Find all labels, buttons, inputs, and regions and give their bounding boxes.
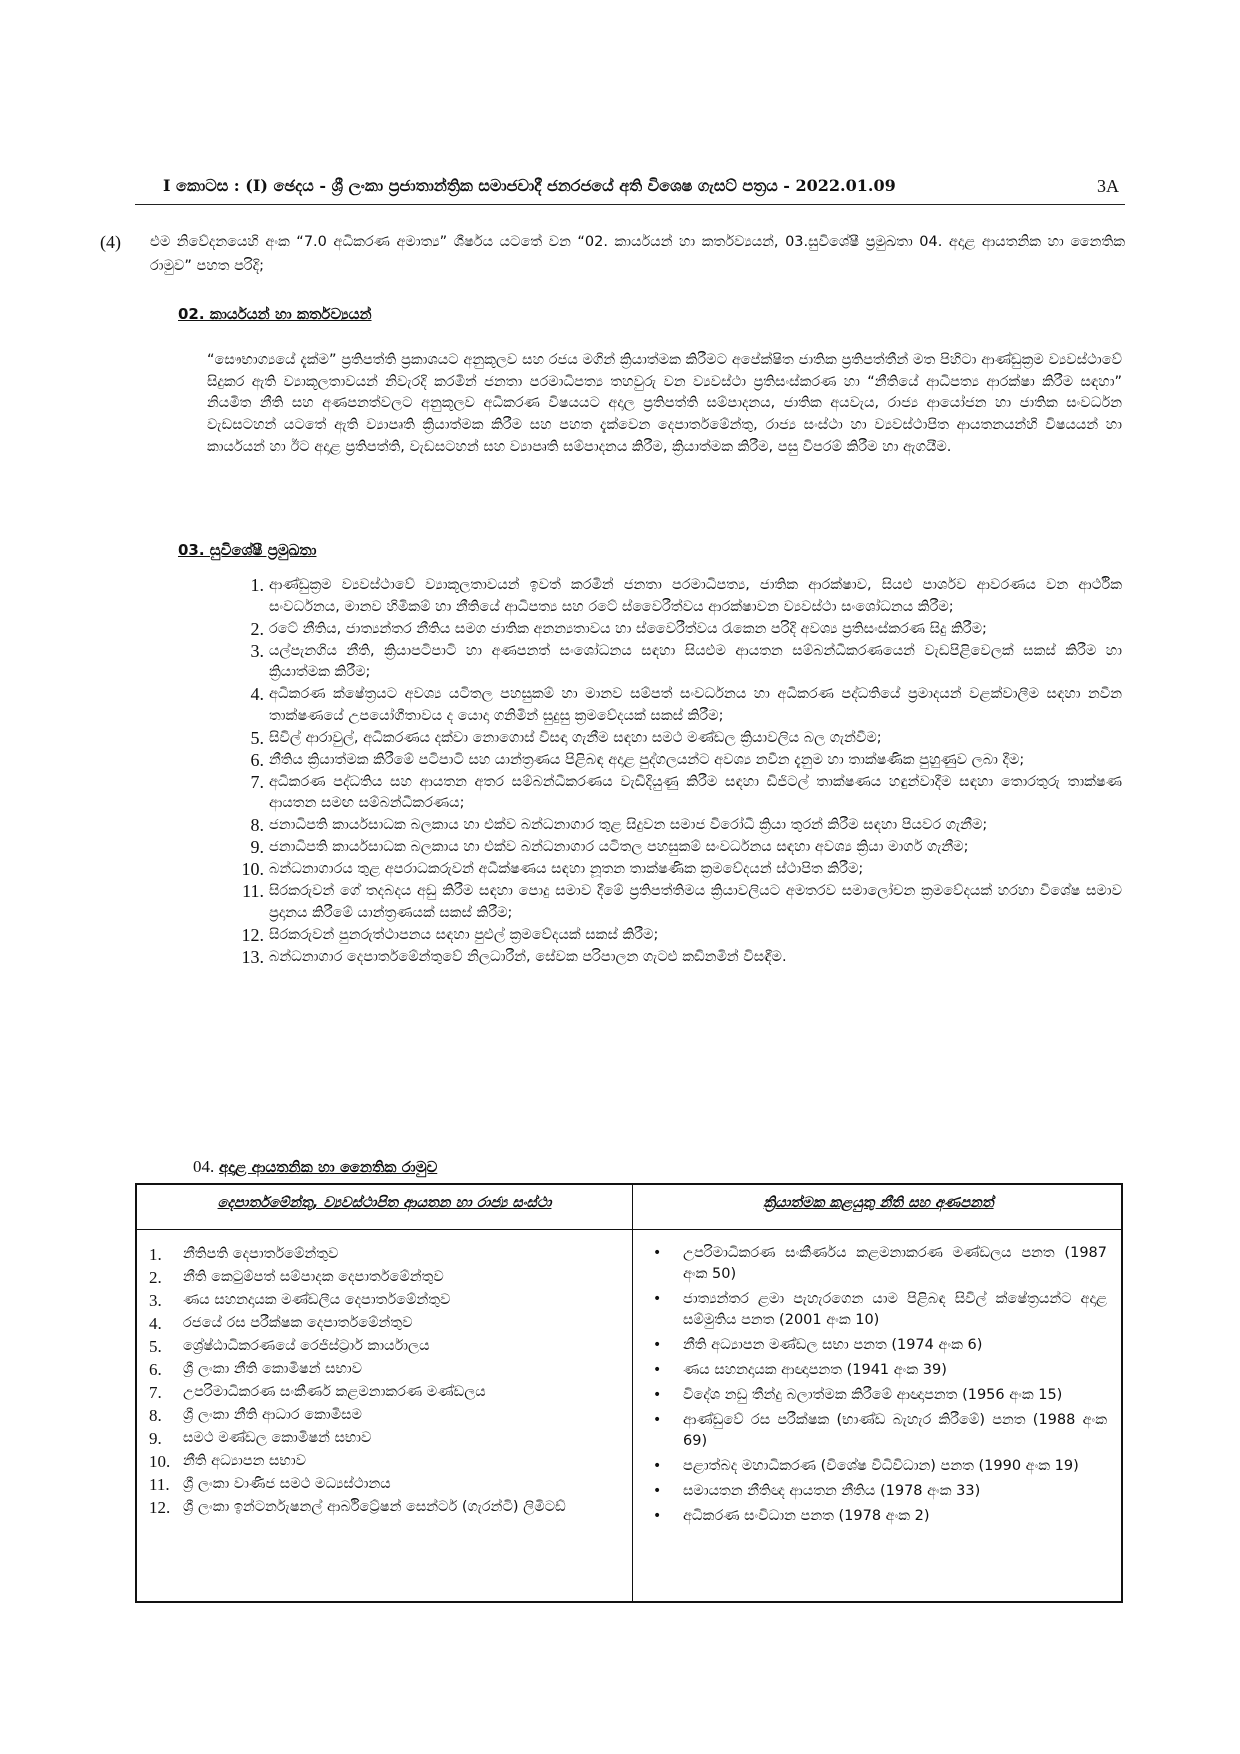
priority-item: [207, 750, 1122, 772]
priority-text: සිවිල් ආරාවුල්, අධිකරණය දක්වා නොගොස් විසඳා ගැනීම සඳහා සමථ මණ්ඩල ක්‍රියාවලිය බල ගැන්වීම;: [269, 729, 882, 746]
priority-text: ජනාධිපති කාර්යසාධක බලකාය හා එක්ව බන්ධනාගාර යටිතල පහසුකම් සංවර්ධනය සඳහා අවශ්‍ය ක්‍රියා මාර්ග ගැනීම;: [269, 839, 969, 855]
priority-item: [207, 728, 1122, 750]
section-02-body: “සෞභාග්‍යයේ දැක්ම” ප්‍රතිපත්ති ප්‍රකාශයට අනුකූලව සහ රජය මගින් ක්‍රියාත්මක කිරීමට අපේක්ෂිත ජාතික ප්‍රතිපත්තීන් මත පිහිටා ආණ්ඩුක්‍රම ව්‍යවස්ථාවේ සිදුකර ඇති ව්‍යාකූලතාවයන් නිවැරදි කරමින් ජනතා පරමාධිපත්‍ය තහවුරු වන ව්‍යවස්ථා ප්‍රතිසංස්කරණ හා “නීතියේ ආධිපත්‍ය ආරක්ෂා කිරීම සඳහා” නියමිත නීති සහ අණපනත්වලට අනුකූලව අධිකරණ විෂයයට අදාල ප්‍රතිපත්ති සම්පාදනය, ජාතික අයවැය, රාජ්‍ය ආයෝජන හා ජාතික සංවර්ධන වැඩසටහන් යටතේ ඇති ව්‍යාපෘති ක්‍රියාත්මක කිරීම සහ පහත දැක්වෙන දෙපාර්තමේන්තු, රාජ්‍ය සංස්ථා හා ව්‍යවස්ථාපිත ආයතනයන්හි විෂයයන් හා කාර්යයන් හා ඊට අදාළ ප්‍රතිපත්ති, වැඩසටහන් සහ ව්‍යාපෘති සම්පාදනය කිරීම, ක්‍රියාත්මක කිරීම, පසු විපරම් කිරීම හා ඇගයීම.: [207, 352, 1122, 455]
priority-number: 3.: [250, 640, 264, 661]
institution-item: [149, 1289, 614, 1312]
bullet-icon: •: [653, 1291, 662, 1307]
priority-item: [207, 947, 1122, 969]
institution-number: 5.: [149, 1337, 162, 1356]
institution-item: [149, 1427, 614, 1450]
institution-item: [149, 1243, 614, 1266]
bullet-icon: •: [653, 1508, 662, 1524]
institution-name: නීති කෙටුම්පත් සම්පාදක දෙපාර්තමේන්තුව: [183, 1269, 444, 1285]
bullet-icon: •: [653, 1362, 662, 1378]
law-item: [647, 1481, 1107, 1502]
institution-name: ශ්‍රේෂ්ඨාධිකරණයේ රෙජිස්ට්‍රාර් කාර්යාලය: [183, 1338, 430, 1354]
item-text: එම නිවේදනයෙහි අංක “7.0 අධිකරණ අමාත්‍ය” ශීර්ෂය යටතේ වන “02. කාර්යයන් හා කර්තව්‍යයන්, 03.සුවිශේෂී ප්‍රමුඛතා 04. අදාළ ආයතනික හා නෛතික රාමුව” පහත පරිදි;: [150, 234, 1125, 274]
priority-item: [207, 641, 1122, 684]
bullet-icon: •: [653, 1483, 662, 1499]
section-04-number: 04.: [193, 1157, 215, 1176]
institution-item: [149, 1496, 614, 1519]
priority-number: 6.: [250, 749, 264, 770]
priority-number: 5.: [250, 727, 264, 748]
institution-item: [149, 1473, 614, 1496]
institution-name: ණය සහනදායක මණ්ඩලීය දෙපාර්තමේන්තුව: [183, 1292, 451, 1308]
institution-name: ශ්‍රී ලංකා නීති කොමිෂන් සභාව: [183, 1361, 363, 1377]
priority-text: යල්පැනගිය නීති, ක්‍රියාපටිපාටි හා අණපනත් සංශෝධනය සඳහා සියළුම ආයතන සම්බන්ධීකරණයෙන් වැඩපිළිවෙලක් සකස් කිරීම හා ක්‍රියාත්මක කිරීම;: [269, 642, 1122, 680]
priority-number: 2.: [250, 618, 264, 639]
bullet-icon: •: [653, 1245, 662, 1261]
bullet-icon: •: [653, 1412, 662, 1428]
section-02-heading: 02. කාර්යයන් හා කර්තව්‍යයන්: [178, 305, 372, 323]
priority-text: අධිකරණ පද්ධතිය සහ ආයතන අතර සම්බන්ධීකරණය වැඩිදියුණු කිරීම සඳහා ඩිජිටල් තාක්ෂණය හඳුන්වාදීම සඳහා තොරතුරු තාක්ෂණ ආයතන සමඟ සම්බන්ධීකරණය;: [269, 773, 1122, 811]
institution-item: [149, 1312, 614, 1335]
institution-item: [149, 1266, 614, 1289]
priority-item: [207, 881, 1122, 924]
bullet-icon: •: [653, 1337, 662, 1353]
priority-number: 11.: [242, 881, 264, 901]
gazette-title: I කොටස : (I) ඡෙදය - ශ්‍රී ලංකා ප්‍රජාතාන්ත්‍රික සමාජවාදී ජනරජයේ අති විශෙෂ ගැසට් පත්‍රය - 2022.01.09: [163, 176, 896, 195]
priority-item: [207, 859, 1122, 881]
institution-number: 8.: [149, 1406, 162, 1425]
priority-number: 9.: [250, 837, 264, 857]
priority-item: [207, 619, 1122, 641]
column-divider: [632, 1185, 633, 1601]
institution-number: 4.: [149, 1314, 162, 1333]
institution-name: නීතිපති දෙපාර්තමේන්තුව: [183, 1246, 339, 1262]
institution-name: උපරිමාධිකරණ සංකීර්ණ කළමනාකරණ මණ්ඩලය: [183, 1384, 486, 1400]
column-header-institutions: දෙපාර්තමේන්තු, ව්‍යවස්ථාපිත ආයතන හා රාජ්‍ය සංස්ථා: [217, 1195, 552, 1211]
priority-item: [207, 575, 1122, 618]
priority-text: නීතිය ක්‍රියාත්මක කිරීමේ පටිපාටි සහ යාන්ත්‍රණය පිළිබඳ අදාළ පුද්ගලයන්ට අවශ්‍ය නවීන දැනුම හා තාක්ෂණික පුහුණුව ලබා දීම;: [269, 751, 1025, 768]
law-text: ණය සහනදායක ආඥාපනත (1941 අංක 39): [683, 1362, 947, 1378]
section-03-heading: 03. සුවිශේෂී ප්‍රමුඛතා: [178, 541, 317, 559]
law-text: නීති අධ්‍යාපන මණ්ඩල සභා පනත (1974 අංක 6): [683, 1337, 983, 1353]
priority-number: 10.: [241, 859, 264, 879]
law-item: [647, 1506, 1107, 1527]
institution-item: [149, 1335, 614, 1358]
law-item: [647, 1360, 1107, 1381]
priority-number: 12.: [241, 924, 264, 945]
institution-name: සමථ මණ්ඩල කොමිෂන් සභාව: [183, 1430, 372, 1446]
law-text: සමායතන නීතිඥ ආයතන නීතිය (1978 අංක 33): [683, 1483, 981, 1499]
institution-number: 9.: [149, 1429, 162, 1448]
column-header-laws: ක්‍රියාත්මක කළයුතු නීති සහ අණපනත්: [763, 1195, 994, 1211]
header-divider: [137, 1229, 1121, 1230]
institution-number: 6.: [149, 1360, 162, 1379]
bullet-icon: •: [653, 1387, 662, 1403]
institution-number: 12.: [149, 1498, 171, 1517]
priority-text: ආණ්ඩුක්‍රම ව්‍යවස්ථාවේ ව්‍යාකූලතාවයන් ඉවත් කරමින් ජනතා පරමාධිපත්‍ය, ජාතික ආරක්ෂාව, සියළු පාර්ශව ආවරණය වන ආර්ථික සංවර්ධනය, මානව හිමිකම් හා නීතියේ ආධිපත්‍ය සහ රටේ ස්වෛරීත්වය ආරක්ෂාවන ව්‍යවස්ථා සංශෝධනය කිරීම;: [269, 577, 1122, 615]
institution-number: 3.: [149, 1291, 162, 1310]
priority-text: සිරකරුවන් ගේ තදබදය අඩු කිරීම සඳහා පොදු සමාව දීමේ ප්‍රතිපත්තිමය ක්‍රියාවලියට අමතරව සමාලෝචන ක්‍රමවේදයක් හරහා විශේෂ සමාව ප්‍රදානය කිරීමේ යාන්ත්‍රණයක් සකස් කිරීම;: [269, 883, 1122, 921]
section-04-heading: [193, 1157, 437, 1177]
priority-text: ජනාධිපති කාර්යසාධක බලකාය හා එක්ව බන්ධනාගාර තුළ සිදුවන සමාජ විරෝධී ක්‍රියා තුරන් කිරීම සඳහා පියවර ගැනීම;: [269, 817, 988, 833]
law-item: [647, 1385, 1107, 1406]
institution-name: ශ්‍රී ලංකා නීති ආධාර කොමිසම: [183, 1407, 362, 1423]
law-text: ජාත්‍යන්තර ළමා පැහැරගෙන යාම පිළිබඳ සිවිල් ක්ෂේත්‍රයන්ට අදාළ සම්මුතිය පනත (2001 අංක 10): [683, 1291, 1107, 1328]
institution-name: ශ්‍රී ලංකා වාණිජ සමථ මධ්‍යස්ථානය: [183, 1476, 391, 1492]
framework-table: [135, 1183, 1123, 1603]
bullet-icon: •: [653, 1458, 662, 1474]
law-text: උපරිමාධිකරණ සංකීර්ණය කළමනාකරණ මණ්ඩලය පනත (1987 අංක 50): [683, 1245, 1107, 1282]
institution-number: 10.: [149, 1452, 171, 1471]
priority-item: [207, 925, 1122, 947]
priority-item: [207, 684, 1122, 727]
institution-number: 2.: [149, 1268, 162, 1287]
institution-number: 7.: [149, 1383, 162, 1402]
law-text: පළාත්බද මහාධිකරණ (විශේෂ විධිවිධාන) පනත (1990 අංක 19): [683, 1458, 1079, 1474]
institution-item: [149, 1381, 614, 1404]
institution-item: [149, 1404, 614, 1427]
laws-list: [647, 1243, 1107, 1531]
priority-item: [207, 772, 1122, 815]
law-text: ආණ්ඩුවේ රස පරීක්ෂක (භාණ්ඩ බැහැර කිරීමේ) පනත (1988 අංක 69): [683, 1412, 1107, 1449]
priority-number: 13.: [241, 946, 264, 967]
institution-number: 11.: [149, 1475, 170, 1494]
institution-name: රජයේ රස පරීක්ෂක දෙපාර්තමේන්තුව: [183, 1315, 413, 1331]
law-item: [647, 1243, 1107, 1285]
page-number: 3A: [1097, 176, 1119, 196]
institutions-list: [149, 1243, 614, 1519]
priority-text: බන්ධනාගාරය තුළ අපරාධකරුවන් අධීක්ෂණය සඳහා නූතන තාක්ෂණික ක්‍රමවේදයන් ස්ථාපිත කිරීම;: [269, 861, 864, 877]
law-item: [647, 1410, 1107, 1452]
law-text: අධිකරණ සංවිධාන පනත (1978 අංක 2): [683, 1508, 930, 1524]
page-header: [135, 170, 1125, 205]
priority-text: අධිකරණ ක්ෂේත්‍රයට අවශ්‍ය යටිතල පහසුකම් හා මානව සම්පත් සංවර්ධනය හා අධිකරණ පද්ධතියේ ප්‍රමාදයන් වළක්වාලීම සඳහා නවීන තාක්ෂණයේ උපයෝගීතාවය ද යොදා ගනිමින් සුදුසු ක්‍රමවේදයක් සකස් කිරීම;: [269, 686, 1122, 724]
law-item: [647, 1335, 1107, 1356]
institution-item: [149, 1358, 614, 1381]
law-item: [647, 1289, 1107, 1331]
institution-number: 1.: [149, 1245, 162, 1264]
section-04-label: අදාළ ආයතනික හා නෛතික රාමුව: [219, 1158, 438, 1176]
institution-name: නීති අධ්‍යාපන සභාව: [183, 1453, 307, 1469]
institution-item: [149, 1450, 614, 1473]
priority-number: 1.: [250, 575, 264, 595]
priority-list: [207, 575, 1122, 969]
priority-number: 4.: [250, 684, 264, 704]
priority-number: 7.: [250, 771, 264, 792]
priority-item: [207, 837, 1122, 859]
priority-text: සිරකරුවන් පුනරුත්ථාපනය සඳහා පුළුල් ක්‍රමවේදයක් සකස් කිරීම;: [269, 926, 659, 943]
item-number: (4): [100, 232, 121, 252]
law-text: විදේශ නඩු තීන්දු බලාත්මක කිරීමේ ආඥාපනත (1956 අංක 15): [683, 1387, 1063, 1403]
priority-text: බන්ධනාගාර දෙපාර්තමේන්තුවේ නිලධාරීන්, සේවක පරිපාලන ගැටළු කඩිනමින් විසඳීම.: [269, 948, 787, 965]
law-item: [647, 1456, 1107, 1477]
institution-name: ශ්‍රී ලංකා ඉන්ටර්නැෂනල් ආර්බිට්‍රේෂන් සෙන්ටර් (ගැරන්ටි) ලිමිටඩ්: [183, 1499, 566, 1515]
priority-text: රටේ නීතිය, ජාත්‍යන්තර නීතිය සමග ජාතික අනන්‍යතාවය හා ස්වෛරීත්වය රැකෙන පරිදි අවශ්‍ය ප්‍රතිසංස්කරණ සිදු කිරීම;: [269, 620, 987, 637]
priority-number: 8.: [250, 815, 264, 835]
priority-item: [207, 815, 1122, 837]
